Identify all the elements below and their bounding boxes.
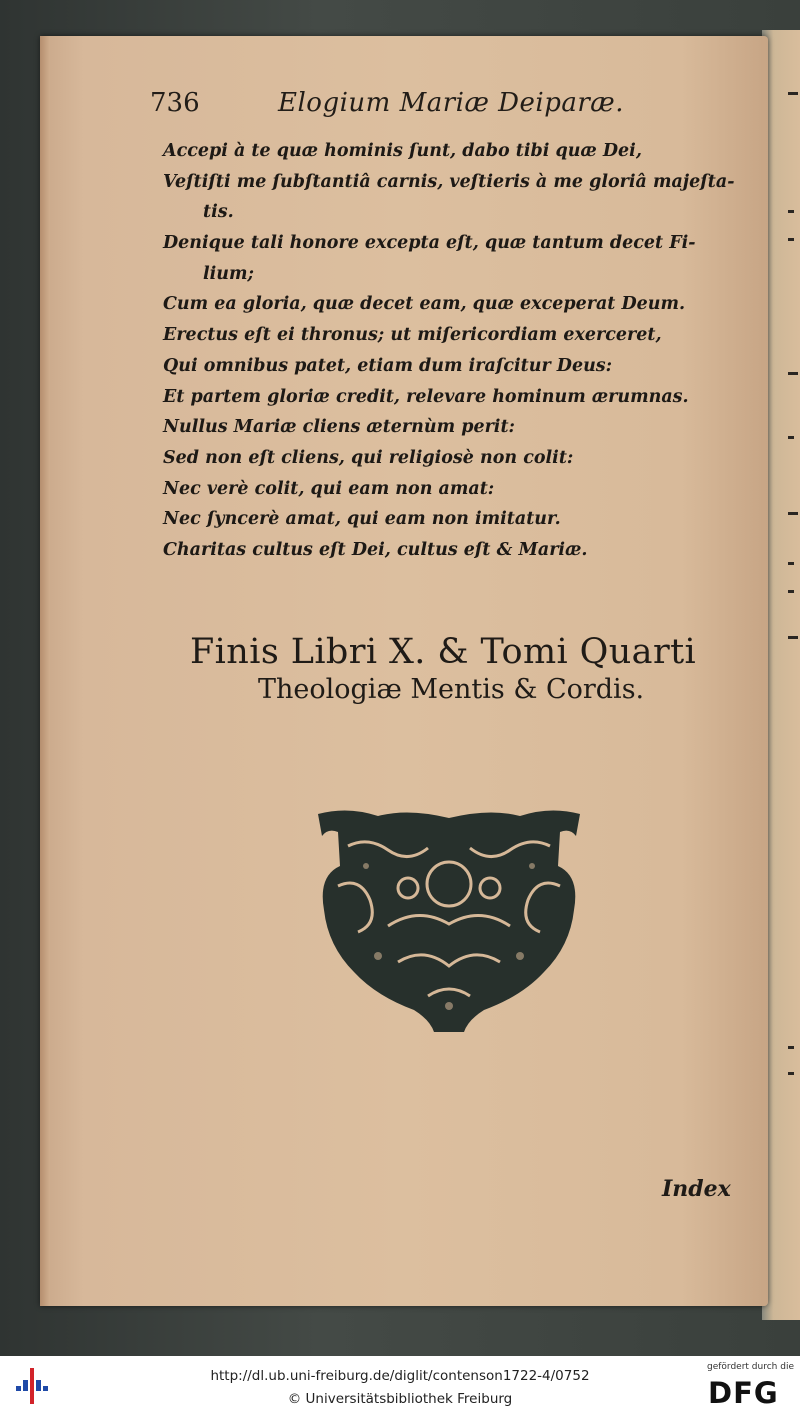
poem-text — [163, 136, 743, 566]
poem-line: Cum ea gloria, quæ decet eam, quæ exceperat Deum. — [163, 294, 686, 315]
dfg-logo-text: DFG — [708, 1376, 779, 1410]
poem-line: Charitas cultus eſt Dei, cultus eſt & Mariæ. — [163, 539, 588, 560]
poem-line: Nec ſyncerè amat, qui eam non imitatur. — [163, 509, 561, 530]
copyright-notice: © Universitätsbibliothek Freiburg — [287, 1391, 513, 1407]
poem-line: Qui omnibus patet, etiam dum iraſcitur Deus: — [163, 355, 613, 376]
poem-line: lium; — [203, 263, 254, 284]
finis-heading: Finis Libri X. & Tomi Quarti — [190, 632, 697, 672]
page-number: 736 — [150, 88, 200, 118]
dfg-logo[interactable] — [706, 1362, 794, 1410]
poem-line: Sed non eſt cliens, qui religiosè non colit: — [163, 447, 574, 468]
page-gutter — [40, 36, 50, 1306]
permalink-url[interactable]: http://dl.ub.uni-freiburg.de/diglit/contenson1722-4/0752 — [210, 1368, 590, 1384]
poem-line: Veſtiſti me ſubſtantiâ carnis, veſtieris à me gloriâ majeſta- — [163, 171, 735, 192]
finis-subheading: Theologiæ Mentis & Cordis. — [258, 674, 645, 705]
dfg-caption: gefördert durch die — [707, 1362, 794, 1372]
poem-line: Accepi à te quæ hominis ſunt, dabo tibi quæ Dei, — [163, 141, 642, 161]
page-header — [150, 88, 670, 128]
tailpiece-ornament — [308, 806, 590, 1042]
poem-line: tis. — [203, 202, 234, 223]
poem-line: Denique tali honore excepta eſt, quæ tantum decet Fi- — [163, 233, 696, 254]
poem-line: Nullus Mariæ cliens æternùm perit: — [163, 417, 515, 438]
running-title: Elogium Mariæ Deiparæ. — [278, 88, 624, 118]
poem-line: Nec verè colit, qui eam non amat: — [163, 478, 495, 499]
catchword: Index — [662, 1176, 731, 1202]
viewer-footer — [0, 1356, 800, 1414]
poem-line: Et partem gloriæ credit, relevare hominum ærumnas. — [163, 386, 689, 407]
poem-line: Erectus eſt ei thronus; ut miſericordiam exerceret, — [163, 325, 662, 346]
